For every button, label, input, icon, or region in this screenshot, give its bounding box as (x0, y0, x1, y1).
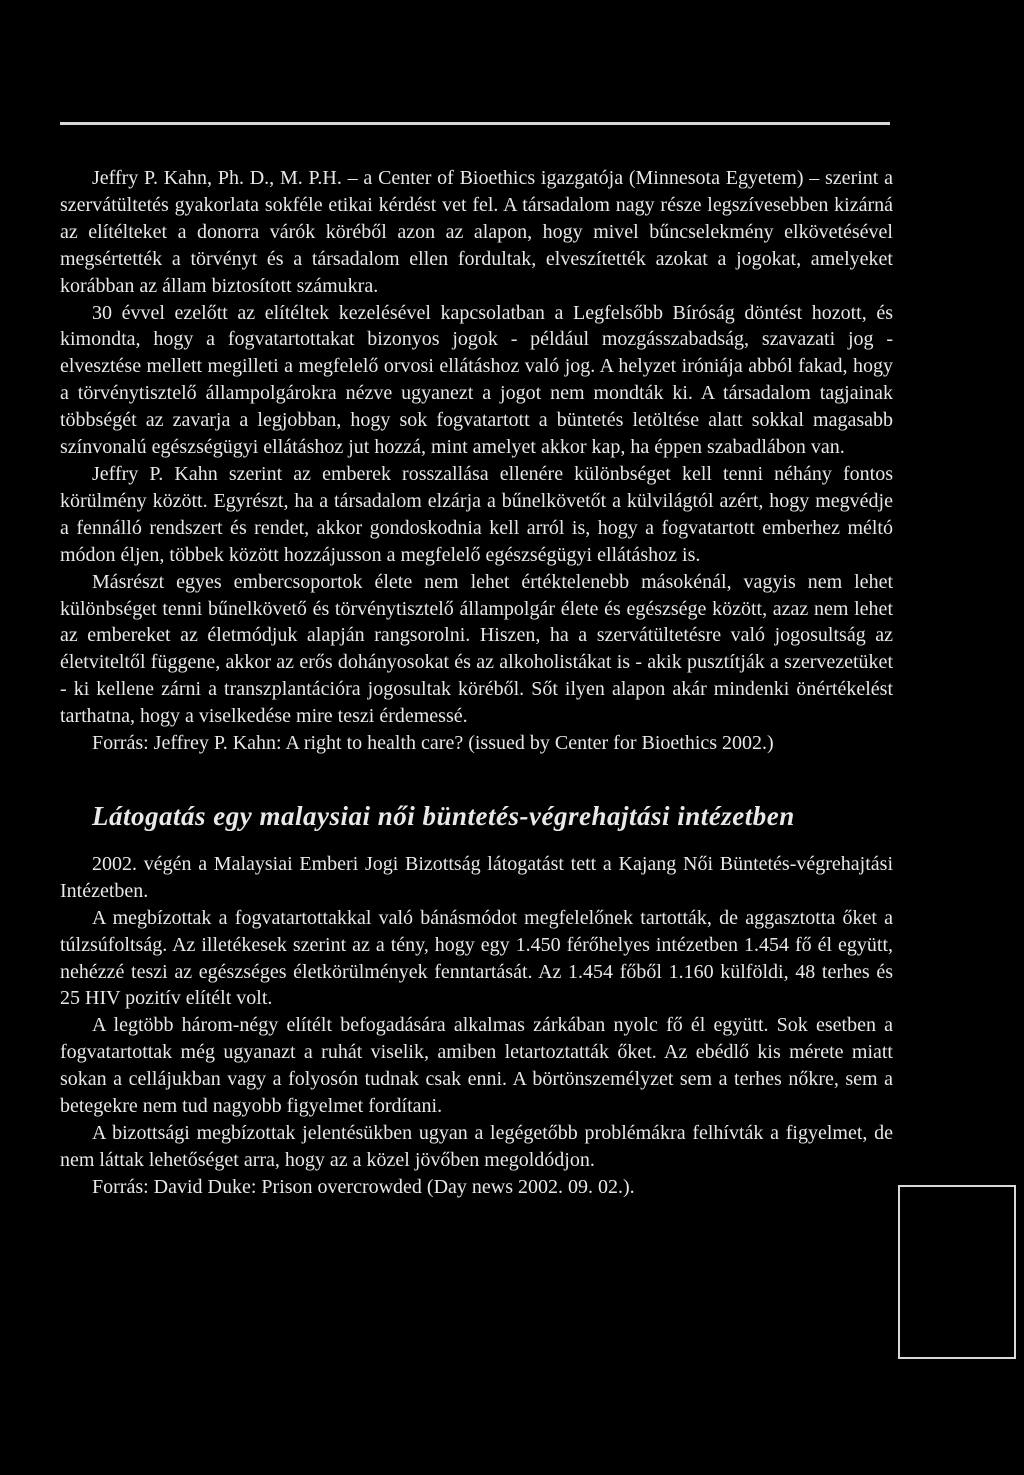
source-citation: Forrás: Jeffrey P. Kahn: A right to health care? (issued by Center for Bioethics 2002.) (92, 732, 774, 755)
source-citation: Forrás: David Duke: Prison overcrowded (Day news 2002. 09. 02.). (92, 1175, 635, 1198)
section-title: Látogatás egy malaysiai női büntetés-végrehajtási intézetben (92, 800, 795, 831)
paragraph: A megbízottak a fogvatartottakkal való bánásmódot megfelelőnek tartották, de aggasztotta őket a túlzsúfoltság. Az illetékesek szerint az a tény, hogy egy 1.450 férőhelyes intézetben 1.454 fő él együtt, nehézzé teszi az egészséges életkörülmények fenntartását. Az 1.454 főből 1.160 külföldi, 48 terhes és 25 HIV pozitív elítélt volt. (60, 906, 893, 1010)
paragraph: Másrészt egyes embercsoportok élete nem lehet értéktelenebb másokénál, vagyis nem lehet különbséget tenni bűnelkövető és törvénytisztelő állampolgár élete és egészsége között, azaz nem lehet az embereket az életmódjuk alapján rangsorolni. Hiszen, ha a szervátültetésre való jogosultság az életviteltől függene, akkor az erős dohányosokat és az alkoholistákat is - akik pusztítják a szervezetüket - ki kellene zárni a transzplantációra jogosultak köréből. Sőt ilyen alapon akár mindenki önértékelést tarthatna, hogy a viselkedése mire teszi érdemessé. (60, 570, 893, 728)
paragraph: 2002. végén a Malaysiai Emberi Jogi Bizottság látogatást tett a Kajang Női Büntetés-végrehajtási Intézetben. (60, 852, 893, 902)
margin-box (898, 1185, 1016, 1359)
page-content (60, 165, 893, 1201)
paragraph: 30 évvel ezelőtt az elítéltek kezelésével kapcsolatban a Legfelsőbb Bíróság döntést hozott, és kimondta, hogy a fogvatartottakat bizonyos jogok - például mozgásszabadság, szavazati jog - elvesztése mellett megilleti a megfelelő orvosi ellátáshoz való jog. A helyzet iróniája abból fakad, hogy a törvénytisztelő állampolgárokra nézve ugyanezt a jogot nem mondták ki. A társadalom tagjainak többségét az zavarja a legjobban, hogy sok fogvatartott a büntetés letöltése alatt sokkal magasabb színvonalú egészségügyi ellátáshoz jut hozzá, mint amelyet akkor kap, ha éppen szabadlábon van. (60, 301, 893, 459)
paragraph: Jeffry P. Kahn, Ph. D., M. P.H. – a Center of Bioethics igazgatója (Minnesota Egyetem) – szerint a szervátültetés gyakorlata sokféle etikai kérdést vet fel. A társadalom nagy része legszívesebben kizárná az elítélteket a donorra várók köréből azon az alapon, hogy mivel bűncselekmény elkövetésével megsértették a törvényt és a társadalom ellen fordultak, elveszítették azokat a jogokat, amelyeket korábban az állam biztosított számukra. (60, 167, 893, 297)
header-rule (60, 122, 890, 125)
paragraph: Jeffry P. Kahn szerint az emberek rosszallása ellenére különbséget kell tenni néhány fontos körülmény között. Egyrészt, ha a társadalom elzárja a bűnelkövetőt a külvilágtól azért, hogy megvédje a fennálló rendszert és rendet, akkor gondoskodnia kell arról is, hogy a fogvatartott emberhez méltó módon éljen, többek között hozzájusson a megfelelő egészségügyi ellátáshoz is. (60, 462, 893, 566)
paragraph: A legtöbb három-négy elítélt befogadására alkalmas zárkában nyolc fő él együtt. Sok esetben a fogvatartottak még ugyanazt a ruhát viselik, amiben letartoztatták őket. Az ebédlő kis mérete miatt sokan a cellájukban vagy a folyosón tudnak csak enni. A börtönszemélyzet sem a terhes nőkre, sem a betegekre nem tud nagyobb figyelmet fordítani. (60, 1014, 893, 1118)
paragraph: A bizottsági megbízottak jelentésükben ugyan a legégetőbb problémákra felhívták a figyelmet, de nem láttak lehetőséget arra, hogy az a közel jövőben megoldódjon. (60, 1122, 893, 1171)
